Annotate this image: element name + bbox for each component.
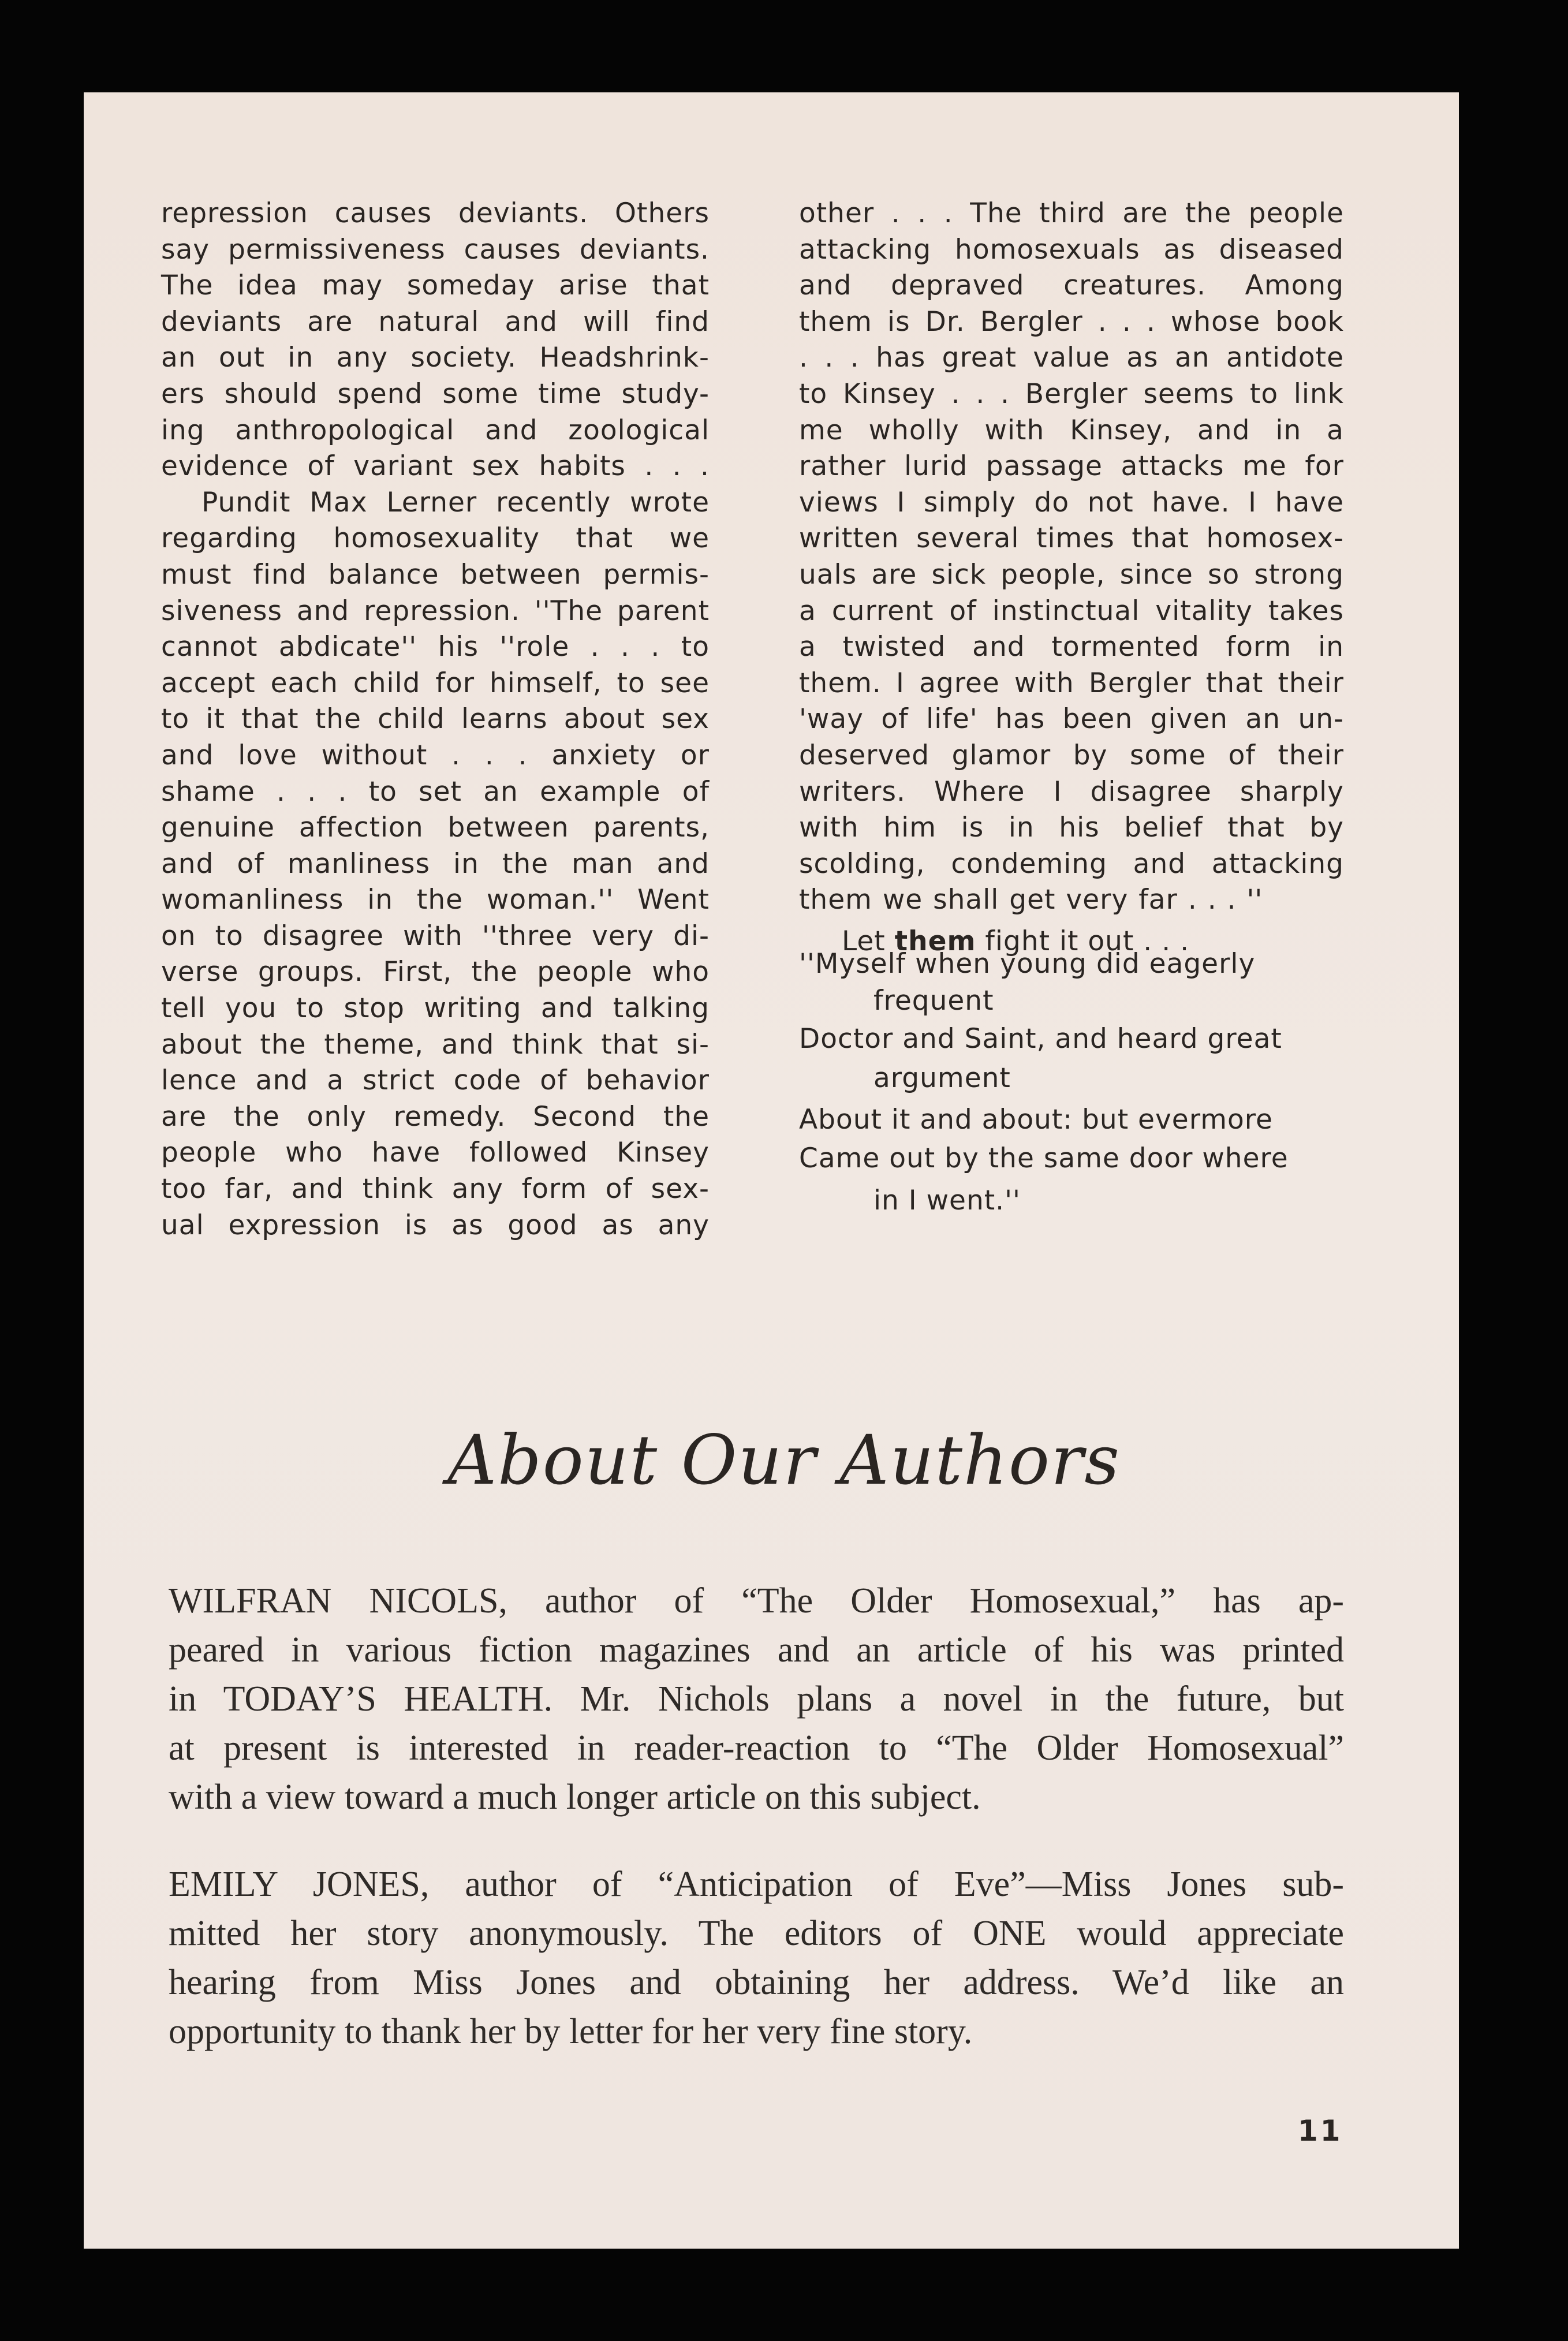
- poem-line: ''Myself when young did eagerly: [799, 948, 1256, 980]
- text-line: opportunity to thank her by letter for her very fine story.: [169, 2012, 973, 2051]
- text-line: womanliness in the woman.'' Went: [161, 884, 710, 916]
- poem-line: argument: [873, 1062, 1011, 1094]
- text-line: mitted her story anonymously. The editors of ONE would appreciate: [169, 1914, 1344, 1953]
- text-line: shame . . . to set an example of: [161, 775, 710, 808]
- text-line: in TODAY’S HEALTH. Mr. Nichols plans a novel in the future, but: [169, 1679, 1344, 1719]
- aside-prefix: Let: [842, 925, 895, 957]
- text-line: peared in various fiction magazines and an article of his was printed: [169, 1630, 1344, 1670]
- text-line: ers should spend some time study-: [161, 378, 710, 410]
- text-line: on to disagree with ''three very di-: [161, 920, 710, 952]
- text-line: views I simply do not have. I have: [799, 486, 1344, 518]
- text-line: accept each child for himself, to see: [161, 667, 710, 699]
- right-text-column: [799, 196, 1344, 919]
- text-line: ual expression is as good as any: [161, 1209, 710, 1241]
- text-line: deserved glamor by some of their: [799, 739, 1344, 771]
- text-line: written several times that homosex-: [799, 522, 1344, 555]
- text-line: with him is in his belief that by: [799, 812, 1344, 844]
- text-line: people who have followed Kinsey: [161, 1137, 710, 1169]
- text-line: writers. Where I disagree sharply: [799, 775, 1344, 808]
- text-line: an out in any society. Headshrink-: [161, 342, 710, 374]
- text-line: verse groups. First, the people who: [161, 956, 710, 988]
- author-bio-wilfran-nicols: [169, 1577, 1344, 1822]
- text-line: tell you to stop writing and talking: [161, 992, 710, 1025]
- text-line: scolding, condeming and attacking: [799, 847, 1344, 880]
- text-line: to it that the child learns about sex: [161, 703, 710, 735]
- text-line: genuine affection between parents,: [161, 812, 710, 844]
- text-line: with a view toward a much longer article on this subject.: [169, 1778, 981, 1817]
- text-line: rather lurid passage attacks me for: [799, 450, 1344, 483]
- text-line: siveness and repression. ''The parent: [161, 595, 710, 627]
- text-line: a current of instinctual vitality takes: [799, 595, 1344, 627]
- text-line: WILFRAN NICOLS, author of “The Older Homosexual,” has ap-: [169, 1581, 1344, 1621]
- poem-line: About it and about: but evermore: [799, 1104, 1273, 1136]
- text-line: cannot abdicate'' his ''role . . . to: [161, 631, 710, 663]
- aside-suffix: fight it out . . .: [976, 925, 1190, 957]
- text-line: regarding homosexuality that we: [161, 522, 710, 555]
- text-line: about the theme, and think that si-: [161, 1028, 710, 1061]
- text-line: hearing from Miss Jones and obtaining her address. We’d like an: [169, 1963, 1344, 2002]
- text-line: a twisted and tormented form in: [799, 631, 1344, 663]
- text-line: me wholly with Kinsey, and in a: [799, 414, 1344, 446]
- text-line: to Kinsey . . . Bergler seems to link: [799, 378, 1344, 410]
- text-line: and depraved creatures. Among: [799, 270, 1344, 302]
- text-line: them. I agree with Bergler that their: [799, 667, 1344, 699]
- poem-line: Doctor and Saint, and heard great: [799, 1023, 1282, 1055]
- text-line: and love without . . . anxiety or: [161, 739, 710, 771]
- text-line: them we shall get very far . . . '': [799, 884, 1263, 916]
- text-line: too far, and think any form of sex-: [161, 1173, 710, 1205]
- poem-line: Came out by the same door where: [799, 1143, 1289, 1174]
- text-line: Pundit Max Lerner recently wrote: [201, 486, 710, 518]
- text-line: are the only remedy. Second the: [161, 1100, 710, 1133]
- text-line: The idea may someday arise that: [161, 270, 710, 302]
- poem-line: in I went.'': [873, 1185, 1021, 1216]
- text-line: uals are sick people, since so strong: [799, 558, 1344, 591]
- aside-emphasis: them: [894, 925, 976, 957]
- text-line: at present is interested in reader-reaction to “The Older Homosexual”: [169, 1728, 1344, 1768]
- text-line: them is Dr. Bergler . . . whose book: [799, 305, 1344, 338]
- text-line: deviants are natural and will find: [161, 305, 710, 338]
- text-line: must find balance between permis-: [161, 558, 710, 591]
- author-bio-emily-jones: [169, 1860, 1344, 2056]
- text-line: repression causes deviants. Others: [161, 197, 710, 229]
- text-line: evidence of variant sex habits . . .: [161, 450, 710, 483]
- text-line: and of manliness in the man and: [161, 847, 710, 880]
- text-line: EMILY JONES, author of “Anticipation of Eve”—Miss Jones sub-: [169, 1865, 1344, 1904]
- text-line: ing anthropological and zoological: [161, 414, 710, 446]
- page-number: 11: [1298, 2114, 1343, 2148]
- text-line: . . . has great value as an antidote: [799, 342, 1344, 374]
- text-line: other . . . The third are the people: [799, 197, 1344, 229]
- text-line: say permissiveness causes deviants.: [161, 233, 710, 266]
- section-heading: About Our Authors: [447, 1420, 1121, 1500]
- poem-line: frequent: [873, 985, 994, 1017]
- text-line: lence and a strict code of behavior: [161, 1065, 710, 1097]
- text-line: 'way of life' has been given an un-: [799, 703, 1344, 735]
- text-line: attacking homosexuals as diseased: [799, 233, 1344, 266]
- left-text-column: [161, 196, 710, 1244]
